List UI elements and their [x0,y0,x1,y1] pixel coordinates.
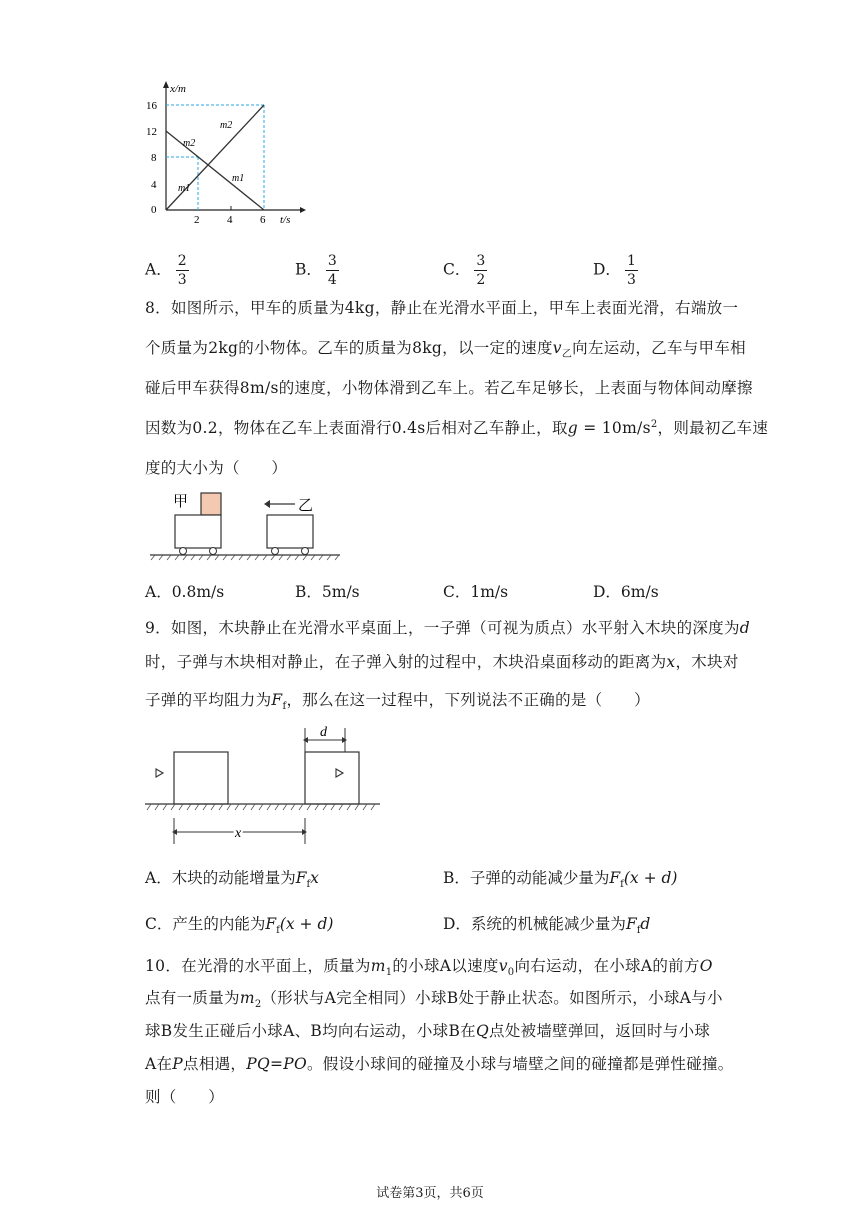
q7-option-b[interactable]: B． $\frac{3}{4}$ [295,253,337,288]
y-axis-label: x/m [170,83,186,95]
svg-text:0: 0 [151,204,157,216]
svg-text:m1: m1 [232,173,245,184]
q9-option-a[interactable]: A．木块的动能增量为$F_fx$ [145,869,319,891]
q8-line-1: 8．如图所示，甲车的质量为4kg，静止在光滑水平面上，甲车上表面光滑，右端放一 [145,299,739,317]
q8-option-b[interactable]: B．5m/s [295,583,360,601]
q9-option-c[interactable]: C．产生的内能为$F_f(x + d)$ [145,915,334,937]
svg-text:4: 4 [151,179,157,191]
q8-line-2: 个质量为2kg的小物体。乙车的质量为8kg，以一定的速度$v_乙$向左运动，乙车与甲车相 [145,339,746,361]
q10-line-1: 10．在光滑的水平面上，质量为$m_1$的小球A以速度$v_0$向右运动，在小球A的前方O [145,957,713,979]
svg-text:6: 6 [260,214,266,226]
fig-x-label: x [235,826,242,841]
q9-line-2: 时，子弹与木块相对静止，在子弹入射的过程中，木块沿桌面移动的距离为x，木块对 [145,653,739,671]
q10-line-2: 点有一质量为$m_2$（形状与A完全相同）小球B处于静止状态。如图所示，小球A与小 [145,989,723,1011]
q8-option-a[interactable]: A．0.8m/s [145,583,225,601]
q7-option-c[interactable]: C． $\frac{3}{2}$ [443,253,486,288]
svg-text:m2: m2 [183,138,196,149]
svg-text:2: 2 [194,214,200,226]
xt-graph [140,78,310,228]
q10-line-5: 则（ ） [145,1088,225,1106]
label-yi: 乙 [298,496,314,514]
q8-line-4: 因数为0.2，物体在乙车上表面滑行0.4s后相对乙车静止，取$g = 10m/s^2$，则最初乙车速 [145,418,769,437]
fig-d-label: d [320,725,327,740]
label-jia: 甲 [173,492,189,510]
svg-text:16: 16 [146,100,157,112]
q7-option-a[interactable]: A． $\frac{2}{3}$ [145,253,187,288]
q9-line-3: 子弹的平均阻力为$F_f$，那么在这一过程中，下列说法不正确的是（ ） [145,691,650,713]
q10-line-3: 球B发生正碰后小球A、B均向右运动，小球B在Q点处被墙壁弹回，返回时与小球 [145,1022,711,1040]
q10-line-4: A在P点相遇，PQ=PO。假设小球间的碰撞及小球与墙壁之间的碰撞都是弹性碰撞。 [145,1055,734,1073]
q9-option-b[interactable]: B．子弹的动能减少量为$F_f(x + d)$ [443,869,678,891]
svg-text:12: 12 [146,126,157,138]
q9-option-d[interactable]: D．系统的机械能减少量为$F_fd$ [443,915,651,937]
q7-option-d[interactable]: D． $\frac{1}{3}$ [593,253,636,288]
svg-text:m1: m1 [178,183,191,194]
q9-line-1: 9．如图，木块静止在光滑水平桌面上，一子弹（可视为质点）水平射入木块的深度为d [145,619,750,637]
x-axis-label: t/s [280,214,291,226]
q8-option-c[interactable]: C．1m/s [443,583,509,601]
svg-text:m2: m2 [220,120,233,131]
q8-line-3: 碰后甲车获得8m/s的速度，小物体滑到乙车上。若乙车足够长，上表面与物体间动摩擦 [145,379,753,397]
q8-line-5: 度的大小为（ ） [145,459,288,477]
q9-block-figure [145,722,385,847]
svg-text:4: 4 [227,214,233,226]
q8-option-d[interactable]: D．6m/s [593,583,659,601]
svg-text:8: 8 [151,152,157,164]
page-footer: 试卷第3页，共6页 [376,1186,484,1201]
q8-carts-figure [145,488,345,563]
